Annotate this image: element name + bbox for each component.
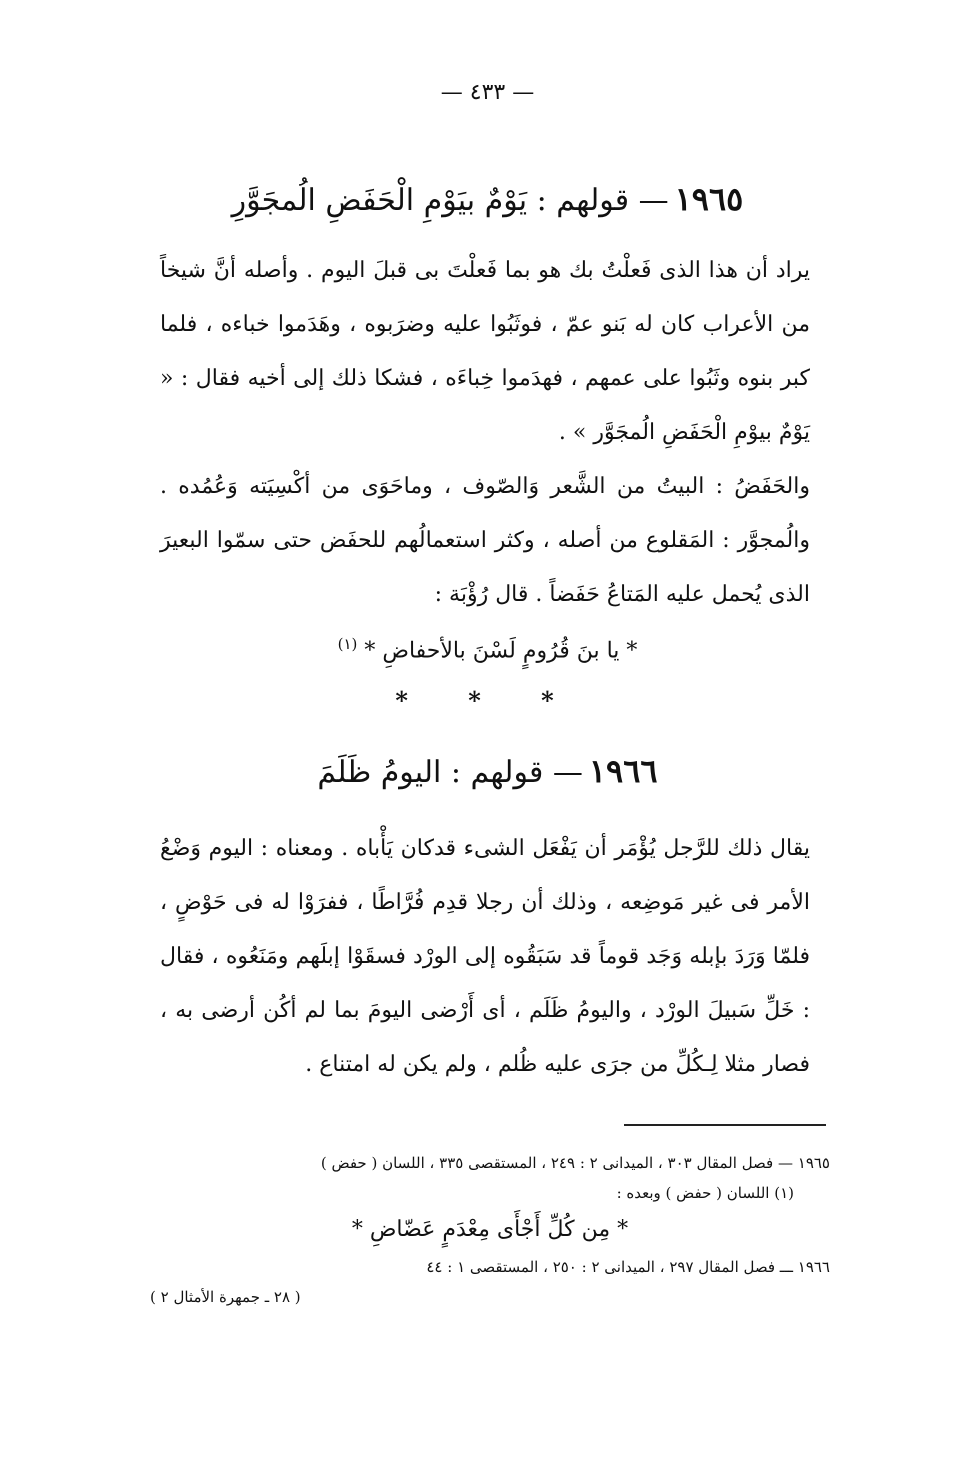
section-separator: * * * [395, 686, 580, 715]
footnote-marker: (١) [337, 635, 358, 653]
verse-line [0, 624, 975, 671]
section-number: ١٩٦٦ [588, 752, 658, 790]
paragraph: يراد أن هذا الذى فَعلْتُ بك هو بما فَعلْتَ بى قبلَ اليوم . وأصله أنَّ شيخاً من الأعراب كان له بَنو عمّ ، فوثَبُوا عليه وضرَبوه ، وهَدَموا خباءه ، فلما كبر بنوه وثَبُوا على عمهم ، فهدَموا خِباءَه ، فشكا ذلك إلى أخيه فقال : « يَوْمٌ بيوْمِ الْحَفَضِ الُمجَوَّر » . [160, 258, 810, 445]
section-title: — قولهم : يَوْمٌ بيَوْمِ الْحَفَضِ الُمجَوَّرِ [231, 183, 669, 218]
section-body-1965 [160, 244, 810, 622]
footnote-rule [624, 1124, 826, 1126]
section-heading-1966 [0, 752, 975, 790]
paragraph: يقال ذلك للرَّجل يُؤْمَر أن يَفْعَل الشىء قدكان يَأْباه . ومعناه : اليوم وَضْعُ الأمر فى غير مَوضِعه ، وذلك أن رجلا قدِم فُرَّاطًا ، ففرَوْا له فى حَوْضٍ ، فلمّا وَرَدَ بإبله وَجَد قوماً قد سَبَقُوه إلى الورْد فسقَوْا إبلَهم ومَنَعُوه ، فقال : خَلِّ سَبيلَ الورْد ، واليومُ ظَلَم ، أى أَرْضى اليومَ بما لم أكُن أرضى به ، فصار مثلا لِـكُلِّ من جرَى عليه ظُلم ، ولم يكن له امتناع . [160, 836, 810, 1077]
section-heading-1965 [0, 180, 975, 218]
paragraph: والحَفَضُ : البيتُ من الشَّعر وَالصّوف ، وماحَوَى من أكْسِيَته وَعُمُده . والُمجوَّر : المَقلوع من أصله ، وكثر استعمالُهم للحفَض حتى سمّوا البعيرَ الذى يُحمل عليه المَتاعُ حَفَضاً . قال رُؤْبَة : [160, 474, 810, 607]
verse-text: * يا بنَ قُرُومٍ لَسْنَ بالأحفاضِ * [364, 638, 638, 664]
section-number: ١٩٦٥ [674, 180, 744, 218]
section-title: — قولهم : اليومُ ظَلَمَ [317, 755, 583, 790]
footnote-verse: * مِن كُلِّ أَجْأَى مِعْدَمٍ عَضّاضِ * [351, 1217, 629, 1242]
page-number: — ٤٣٣ — [440, 80, 535, 105]
footnote-1: (١) اللسان ( حفض ) وبعده : [616, 1184, 794, 1202]
footnote-1966: ١٩٦٦ ـــ فصل المقال ٢٩٧ ، الميدانى ٢ : ٢٥٠ ، المستقصى ١ : ٤٤ [426, 1258, 830, 1276]
footnote-1965: ١٩٦٥ — فصل المقال ٣٠٣ ، الميدانى ٢ : ٢٤٩ ، المستقصى ٣٣٥ ، اللسان ( حفض ) [320, 1154, 830, 1172]
printer-signature: ( ٢٨ ـ جمهرة الأمثال ٢ ) [150, 1288, 301, 1306]
section-body-1966 [160, 822, 810, 1092]
footnotes [150, 1148, 830, 1312]
